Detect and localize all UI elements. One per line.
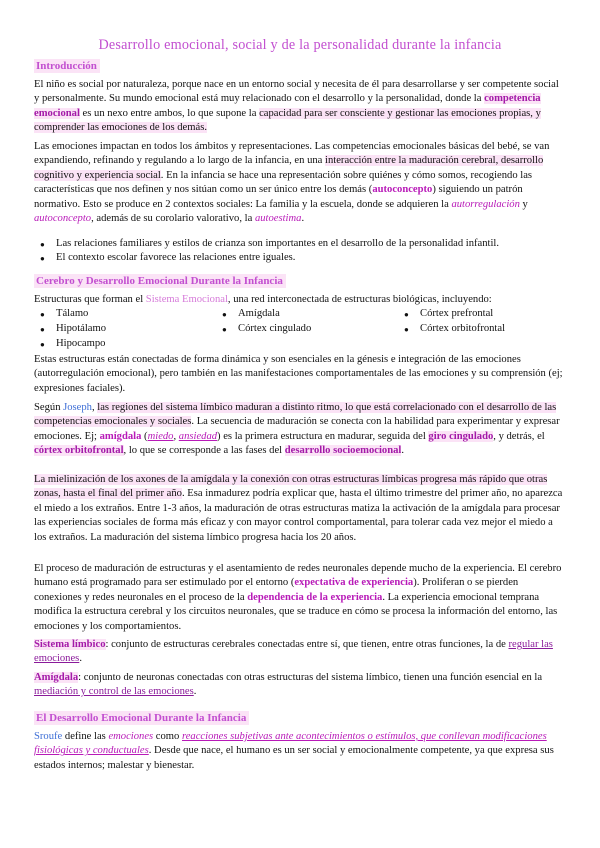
list-item: ● Hipocampo: [34, 337, 106, 352]
structures-column-3: [398, 307, 505, 337]
document-title: Desarrollo emocional, social y de la personalidad durante la infancia: [98, 37, 502, 53]
section-heading-desarrollo: El Desarrollo Emocional Durante la Infancia: [34, 711, 566, 726]
list-item: ● Córtex cingulado: [216, 322, 311, 337]
list-item: ● Córtex orbitofrontal: [398, 322, 505, 337]
paragraph-intro: El niño es social por naturaleza, porque nace en un entorno social y necesita de él para desarrollarse y ser competente social y personalmente. Su mundo emocional está muy relacionado con el desarrollo y la personalidad, donde la competencia emocional es un nexo entre ambos, lo que supone la capacidad para ser consciente y gestionar las emociones propias, y comprender las emociones de los demás.: [34, 79, 559, 134]
list-item: ● Córtex prefrontal: [398, 307, 505, 322]
paragraph-joseph: Según Joseph, las regiones del sistema límbico maduran a distinto ritmo, lo que está correlacionado con el desarrollo de las competencias emocionales y sociales. La secuencia de maduración se conecta con la habilidad para experimentar y expresar emociones. Ej; amígdala (miedo, ansiedad) es la primera estructura en madurar, seguida del giro cingulado, y detrás, el córtex orbitofrontal, lo que se corresponde a las fases del desarrollo socioemocional.: [34, 402, 560, 457]
paragraph-amygdala: Amígdala: conjunto de neuronas conectadas con otras estructuras del sistema límbico, tienen una función esencial en la mediación y control de las emociones.: [34, 672, 543, 698]
structures-column-2: [216, 307, 311, 337]
list-item: ● Amígdala: [216, 307, 311, 322]
bullet-list-context: [34, 237, 566, 266]
paragraph-structures-connected: Estas estructuras están conectadas de forma dinámica y son esenciales en la génesis e integración de las emociones (autorregulación emocional), pero también en las manifestaciones comportamentales de las emociones y su comprensión (ej; expresiones faciales).: [34, 354, 563, 394]
paragraph-sroufe: Sroufe define las emociones como reacciones subjetivas ante acontecimientos o estímulos, que conllevan modificaciones fisiológicas y conductuales. Desde que nace, el humano es un ser social y emocionalmente competente, ya que expresa sus estados internos; malestar y bienestar.: [34, 731, 554, 771]
list-item: ● Tálamo: [34, 307, 106, 322]
list-item: ● Hipotálamo: [34, 322, 106, 337]
paragraph-maturation-process: El proceso de maduración de estructuras y el asentamiento de redes neuronales depende mucho de la experiencia. El cerebro humano está programado para ser estimulado por el entorno (expectativa de experiencia). Proliferan o se pierden conexiones y redes neuronales en el proceso de la dependencia de la experiencia. La experiencia emocional temprana modifica la estructura cerebral y los circuitos neuronales, que se traduce en cómo se procesa la información del entorno, las emociones y los comportamientos.: [34, 563, 562, 632]
section-heading-intro: Introducción: [34, 59, 566, 74]
list-item: ● Las relaciones familiares y estilos de crianza son importantes en el desarrollo de la personalidad infantil.: [34, 237, 566, 251]
paragraph-myelination: La mielinización de los axones de la amígdala y la conexión con otras estructuras límbicas progresa más rápido que otras zonas, hasta el final del primer año. Esa inmadurez podría explicar que, hasta el último trimestre del primer año, no aparezca el miedo a los extraños. Entre 1-3 años, la maduración de otras estructuras matiza la activación de la amígdala para procesar las experiencias sociales de forma más eficaz y con mayor control comportamental, para tolerar cada vez mejor el miedo a los extraños. La maduración del sistema límbico progresa hacia los 20 años.: [34, 474, 563, 543]
paragraph-limbic-system: Sistema límbico: conjunto de estructuras cerebrales conectadas entre sí, que tienen, entre otras funciones, la de regular las emociones.: [34, 639, 553, 665]
section-heading-cerebro: Cerebro y Desarrollo Emocional Durante la Infancia: [34, 274, 566, 289]
paragraph-emotions: Las emociones impactan en todos los ámbitos y representaciones. Las competencias emocionales básicas del bebé, se van expandiendo, refinando y regulando a lo largo de la infancia, en una interacción entre la maduración cerebral, desarrollo cognitivo y experiencia social. En la infancia se hace una representación sobre quiénes y cómo somos, recogiendo las características que nos definen y nos sitúan como un ser único entre los demás (autoconcepto) siguiendo un patrón normativo. Esto se produce en 2 contextos sociales: La familia y la escuela, donde se adquieren la autorregulación y autoconcepto, además de su corolario valorativo, la autoestima.: [34, 141, 550, 225]
structures-column-1: [34, 307, 106, 352]
paragraph-structures-intro: Estructuras que forman el Sistema Emocional, una red interconectada de estructuras biológicas, incluyendo:: [34, 294, 492, 305]
list-item: ● El contexto escolar favorece las relaciones entre iguales.: [34, 251, 566, 265]
